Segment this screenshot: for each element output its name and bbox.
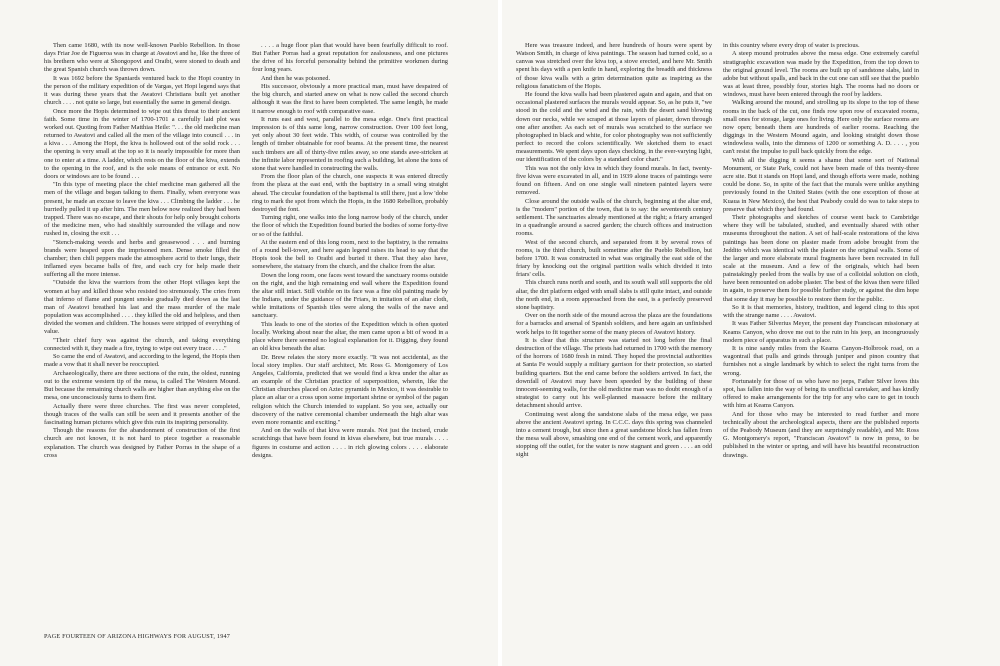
paragraph: West of the second church, and separated from it by several rows of rooms, is the third church, built sometime after the Pueblo Rebellion, but before 1700. It was constructed in what was originally the east side of the friary by knocking out the original partition walls which divided it into friars' cells. — [516, 238, 712, 279]
paragraph: Dr. Brew relates the story more exactly. "It was not accidental, as the local story implies. Our staff architect, Mr. Ross G. Montgomery of Los Angeles, California, predicted that we would find a kiva under the altar as an example of the Christian practice of superposition, wherein, like the Christian churches placed on Aztec pyramids in Mexico, it was desirable to place an altar or a cross upon some important shrine or symbol of the pagan religion which the Church intended to supplant. So you see, actually our discovery of the native ceremonial chamber underneath the high altar was even more romantic and exciting." — [252, 353, 448, 426]
paragraph: This leads to one of the stories of the Expedition which is often quoted locally. Working about near the altar, the men came upon a bit of wood in a place where there seemed no logical explanation for it. Digging, they found an old kiva beneath the altar. — [252, 320, 448, 353]
paragraph: Fortunately for those of us who have no jeeps, Father Silver loves this spot, has fallen into the way of being its unofficial caretaker, and has kindly offered to make arrangements for the trip for any who care to get in touch with him at Keams Canyon. — [723, 377, 919, 410]
paragraph: It was Father Silverius Meyer, the present day Franciscan missionary at Keams Canyon, who drove me out to the ruin in his jeep, an incongruously modern piece of apparatus in such a place. — [723, 320, 919, 344]
paragraph: Close around the outside walls of the church, beginning at the altar end, is the "modern" portion of the town, that is to say: the seventeenth century settlement. The sanctuaries already mentioned at the right; a friary arranged in a quadrangle around a sacred garden; the church offices and instruction rooms. — [516, 197, 712, 238]
paragraph: "Their chief fury was against the church, and taking everything connected with it, they made a fire, trying to wipe out every trace . . . ." — [44, 336, 240, 352]
paragraph: Here was treasure indeed, and here hundreds of hours were spent by Watson Smith, in charge of kiva paintings. The season had turned cold, so a canvas was stretched over the kiva top, a stove erected, and here Mr. Smith spent his days with a pen knife in hand, exploring the breadth and thickness of those kiva walls with a grim determination quite as inspiring as the religious fanaticism of the Hopis. — [516, 42, 712, 90]
right-page — [502, 0, 1000, 666]
paragraph: Turning right, one walks into the long narrow body of the church, under the floor of which the Expedition found buried the bodies of some forty-five or so of the faithful. — [252, 214, 448, 238]
paragraph: It was 1692 before the Spaniards ventured back to the Hopi country in the person of the military expedition of de Vargas, yet Hopi legend says that it was during these years that the Awatovi Christians built yet another church . . . . not quite so large, but essentially the same in general design. — [44, 74, 240, 107]
paragraph: His successor, obviously a more practical man, must have despaired of the big church, and started anew on what is now called the second church although it was the first to have been completed. The same length, he made it narrow enough to roof with comparative ease. — [252, 83, 448, 115]
left-column-1 — [44, 42, 240, 460]
paragraph: So it is that memories, history, tradition, and legend cling to this spot with the strange name . . . . Awatovi. — [723, 303, 919, 320]
paragraph: And then he was poisoned. — [261, 74, 331, 82]
paragraph: Continuing west along the sandstone slabs of the mesa edge, we pass above the ancient Awatovi spring. In C.C.C. days this spring was channeled into a cement trough, but since then a great sandstone block has fallen from the mesa wall above, smashing one end of the cement work, and apparently stopping off the outlet, for the water is now stagnant and green . . . . an odd sight — [516, 410, 712, 459]
paragraph: A steep mound protrudes above the mesa edge. One extremely careful stratigraphic excavation was made by the Expedition, from the top down to the original ground level. The rooms are built up of sandstone slabs, laid in adobe but without spalls, and back in the cut one can still see that the pueblo was at least three, possibly four, stories high. The rooms had no doors or windows, must have been entered through the roof by ladders. — [723, 50, 919, 99]
paragraph: And on the walls of that kiva were murals. Not just the incised, crude scratchings that have been found in kivas elsewhere, but true murals . . . . figures in costume and action . . . . in rich glowing colors . . . . elaborate designs. — [252, 427, 448, 459]
paragraph: With all the digging it seems a shame that some sort of National Monument, or State Park, could not have been made of this twenty-three acre site. But it stands on Hopi land, and though efforts were made, nothing could be done. So, in spite of the fact that the murals were unlike anything previously found in the United States (with the one exception of those at Kuaua in New Mexico), the best that Peabody could do was to take steps to preserve that which they had found. — [723, 156, 919, 213]
paragraph: "Stench-making weeds and herbs and greasewood . . . and burning brands were heaped upon the imprisoned men. Dense smoke filled the chamber; then chili peppers made the atmosphere acrid to their lungs, their inflamed eyes became balls of fire, and each cry for help made their suffering all the more intense. — [44, 238, 240, 279]
paragraph: Actually there were three churches. The first was never completed, though traces of the walls can still be seen and it presents another of the fascinating human pictures which give this ruin its inspiring personality. — [44, 402, 240, 426]
paragraph: "Outside the kiva the warriors from the other Hopi villages kept the women at bay and killed those who resisted too strenuously. The cries from that inferno of flame and pungent smoke gradually died down as the last man of Awatovi breathed his last and the mass murder of the male population was accomplished . . . . they killed the old and helpless, and then divided the women and children. The houses were stripped of everything of value. — [44, 279, 240, 336]
paragraph: Walking around the mound, and strolling up its slope to the top of these rooms in the back of the cut, one finds row upon row of excavated rooms, small ones for storage, large ones for living. Here only the surface rooms are now open; beneath them are hundreds of earlier rooms. Reaching the diggings in the Western Mound again, and looking straight down those windowless walls, into the dimness of 1200 or something A. D. . . . , you can't resist the impulse to pull back quickly from the edge. — [723, 99, 919, 156]
paragraph: Once more the Hopis determined to wipe out this threat to their ancient faith. Some time in the winter of 1700-1701 a carefully laid plot was worked out. Quoting from Father Matthias Heile: ". . . the old medicine man returned to Awatovi and called all the men of the village into council . . . in a kiva . . . Among the Hopi, the kiva is hollowed out of the solid rock . . . the opening is very small at the top so it is nearly impossible for more than one to enter at a time. A ladder, which rests on the floor of the kiva, extends to the opening in the roof, and is the sole means of entrance or exit. No doors or windows are to be found . . . — [44, 107, 240, 180]
paragraph: This church runs north and south, and its south wall still supports the old altar, the dirt platform edged with small slabs is still quite intact, and outside the north end, in a room approached from the east, is a perfectly preserved stone baptistry. — [516, 279, 712, 311]
paragraph: Archaeologically, there are three sections of the ruin, the oldest, running out to the extreme western tip of the mesa, is called The Western Mound. But because the remaining church walls are higher than anything else on the mesa, one unconsciously turns to them first. — [44, 369, 240, 402]
left-page — [0, 0, 498, 666]
paragraph: Down the long room, one faces west toward the sanctuary rooms outside on the right, and the high remaining end wall where the Expedition found the altar still intact. Still visible on its face was a fine old painting made by the Indians, under the guidance of the Friars, in imitation of an altar cloth, while imitations of Spanish tiles were along the walls of the nave and sanctuary. — [252, 271, 448, 320]
page-footer: PAGE FOURTEEN OF ARIZONA HIGHWAYS FOR AUGUST, 1947 — [44, 633, 231, 640]
paragraph: Though the reasons for the abandonment of construction of the first church are not known, it is not hard to piece together a reasonable explanation. The church was designed by Father Porras in the shape of a cross — [44, 427, 240, 459]
paragraph: Their photographs and sketches of course went back to Cambridge where they will be tabulated, studied, and eventually shared with other museums throughout the nation. A set of half-scale restorations of the kiva paintings has been done on plaster made from adobe brought from the Jeddito which was identical with the plaster on the original walls. Some of the larger and more elaborate mural fragments have been recreated in full scale at the museum. And a few of the originals, which had been painstakingly peeled from the walls by use of a colloidal solution on cloth, have been remounted on adobe plaster. The best of the kivas then were filled in again, to preserve them for possible further study, or against the dim hope that some day it may be possible to restore them for the public. — [723, 214, 919, 303]
paragraph: From the floor plan of the church, one suspects it was entered directly from the plaza at the east end, with the baptistry in a small wing straight ahead. The circular foundation of the baptismal is still there, just a low 'dobe ring to mark the spot from which the Hopis, in the 1680 Rebellion, probably destroyed the font. — [252, 173, 448, 213]
paragraph: He found the kiva walls had been plastered again and again, and that on occasional plastered surfaces the murals would appear. So, as he puts it, "we stood in the cold and the wind and the rain, with the desert sand blowing down our necks, while we scraped at those layers of plaster, down through one after another. As each set of murals was scratched to the surface we photographed in black and white, for color photography was not sufficiently perfect to record the colors scientifically. We sketched them to exact measurements. We spent days upon days checking, in the ever-varying light, our identification of the colors by a standard color chart." — [516, 91, 712, 164]
paragraph: "In this type of meeting place the chief medicine man gathered all the men of the village and began talking to them. Finally, when everyone was present, he made an excuse to leave the kiva . . . Climbing the ladder . . . he hurriedly pulled it up after him. The men below now realized they had been trapped. There was no escape, and their shouts for help only brought cohorts of the medicine men, who had stealthily surrounded the village and now rushed in, closing the exit . . . — [44, 181, 240, 238]
paragraph: At the eastern end of this long room, next to the baptistry, is the remains of a round bell-tower, and here again legend raises its head to say that the Hopis took the bell to Oraibi and buried it there. That they also have, somewhere, the statuary from the church, and the chalice from the altar. — [252, 238, 448, 271]
paragraph: This was not the only kiva in which they found murals. In fact, twenty-five kivas were excavated in all, and in 1939 alone traces of paintings were found on fifteen. And on one single wall nineteen painted layers were removed. — [516, 164, 712, 197]
right-column-1 — [516, 42, 712, 460]
paragraph: in this country where every drop of water is precious. — [723, 42, 860, 49]
paragraph: Then came 1680, with its now well-known Pueblo Rebellion. In those days Friar Joe de Figueroa was in charge at Awatovi and he, like the three of his brethern who were at Shongopovi and Oraibi, were stoned to death and the great Spanish church was thrown down. — [44, 42, 240, 74]
paragraph: It runs east and west, parallel to the mesa edge. One's first practical impression is of this same long, narrow construction. Over 100 feet long, yet only about 30 feet wide. This width, of course was controlled by the length of timber obtainable for roof beams. At the present time, the nearest such timbers are all of thirty-five miles away, so one stands awe-stricken at the infinite labor represented in roofing such a building, let alone the tons of stone that were handled in constructing the walls. — [252, 115, 448, 172]
paragraph: It is nine sandy miles from the Keams Canyon-Holbrook road, on a wagontrail that pulls and grinds through juniper and pinon country that furnishes not a single landmark by which to select the right turns from the wrong. — [723, 345, 919, 377]
paragraph: It is clear that this structure was started not long before the final destruction of the village. The priests had returned in 1700 with the memory of the horrors of 1680 fresh in mind. They hoped the provincial authorities at Santa Fe would supply a military garrison for their protection, so started building quarters. But the end came before the soldiers arrived. In fact, the downfall of Awatovi may have been speeded by the building of these innocent-seeming walls, for the old medicine man was no doubt enough of a strategist to carry out his well-planned massacre before the military detachment should arrive. — [516, 336, 712, 410]
paragraph: Over on the north side of the mound across the plaza are the foundations for a barracks and arsenal of Spanish soldiers, and here again an unfinished work helps to fit together some of the many pieces of Awatovi history. — [516, 312, 712, 336]
right-column-2 — [723, 42, 919, 460]
paragraph: And for those who may be interested to read further and more technically about the archeological aspects, there are the published reports of the Peabody Museum (and they are surprisingly readable), and Mr. Ross G. Montgomery's report, "Franciscan Awatovi" is now in press, to be published in the winter or spring, and will have his beautiful reconstruction drawings. — [723, 410, 919, 459]
paragraph: So came the end of Awatovi, and according to the legend, the Hopis then made a vow that it shall never be reoccupied. — [44, 353, 240, 369]
left-column-2 — [252, 42, 448, 460]
paragraph: . . . . a huge floor plan that would have been fearfully difficult to roof. But Father Porras had a great reputation for zealousness, and one pictures the drive of his forceful personality behind the primitive workmen during four long years. — [252, 42, 448, 74]
